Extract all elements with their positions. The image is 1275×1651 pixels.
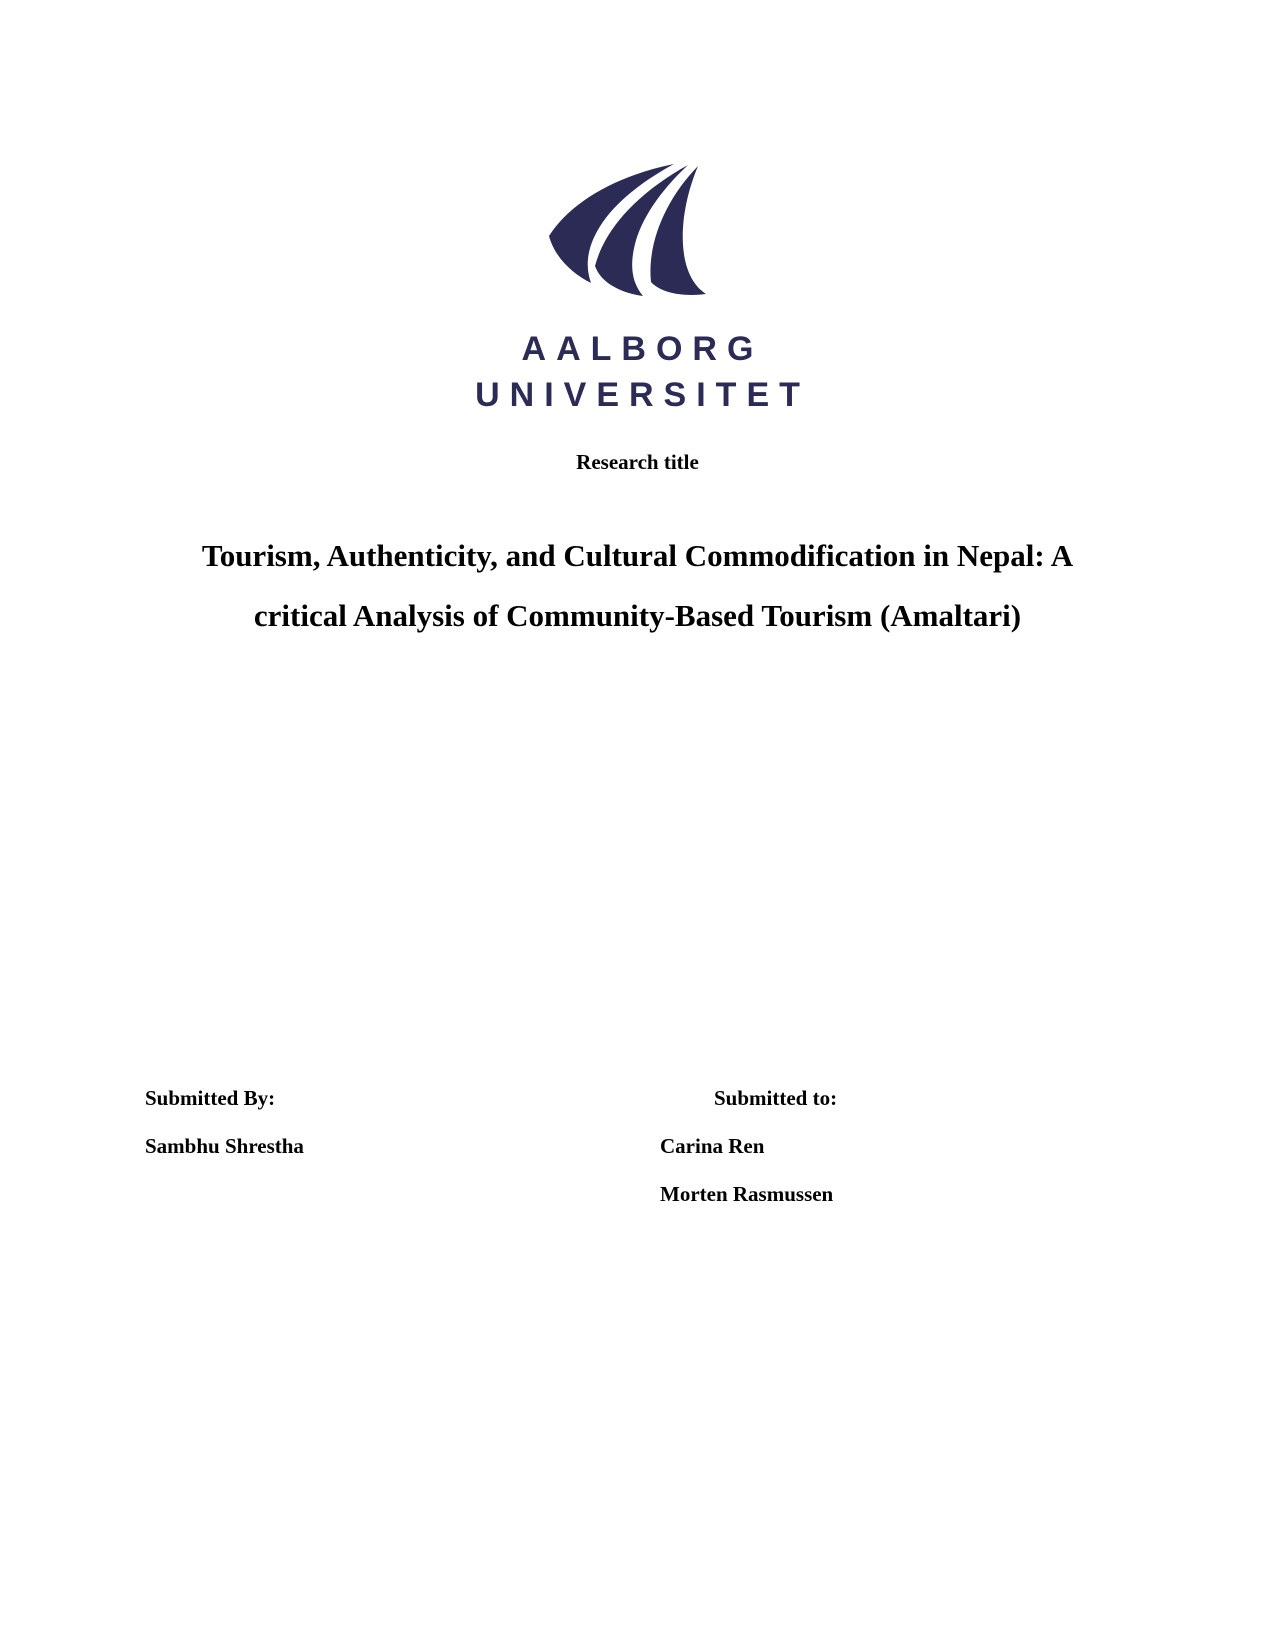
submitted-by-heading: Submitted By: [145, 1086, 276, 1110]
submission-name-row-1 [145, 1136, 1075, 1157]
submitted-by-name-2-empty [145, 1200, 660, 1201]
page-title [150, 526, 1125, 646]
submitted-to-heading: Submitted to: [714, 1086, 838, 1110]
logo-wordmark-line-2: UNIVERSITET [475, 376, 810, 414]
submitted-by-name-1: Sambhu Shrestha [145, 1134, 304, 1158]
page-title-line-1: Tourism, Authenticity, and Cultural Commodification in Nepal: A [201, 537, 1074, 573]
page-title-line-2: critical Analysis of Community-Based Tourism (Amaltari) [253, 597, 1022, 633]
submitted-to-name-1: Carina Ren [660, 1134, 765, 1158]
submitted-to-name-2: Morten Rasmussen [660, 1182, 834, 1206]
logo-wordmark-line-1: AALBORG [521, 330, 764, 368]
aalborg-swoosh-icon [543, 162, 733, 300]
submission-details [145, 1088, 1075, 1205]
submission-name-row-2 [145, 1184, 1075, 1205]
research-title-label: Research title [576, 450, 699, 474]
submission-heading-row [145, 1088, 1075, 1109]
university-logo [0, 162, 1275, 412]
logo-wordmark [465, 332, 810, 412]
